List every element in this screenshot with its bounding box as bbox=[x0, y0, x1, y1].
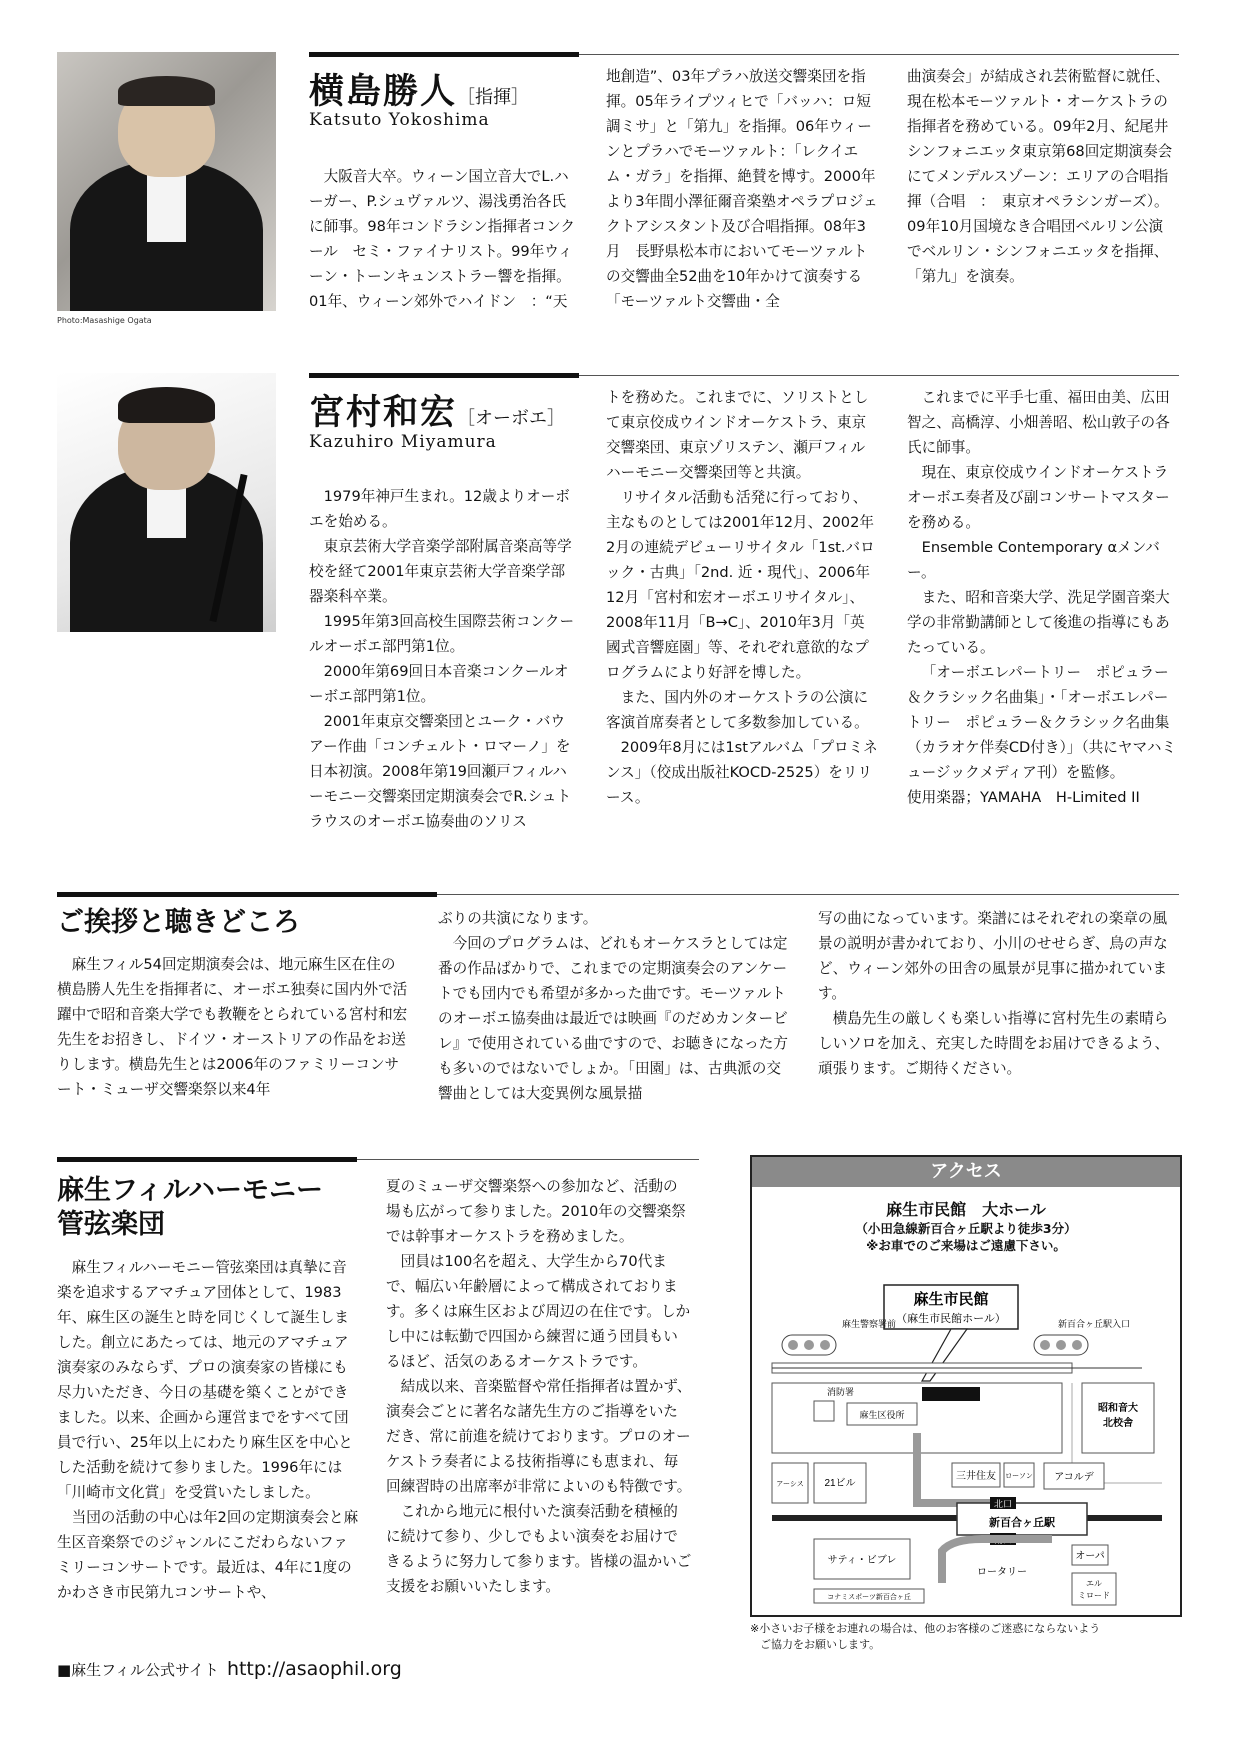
profile2-col1-p: 1995年第3回高校生国際芸術コンクールオーボエ部門第1位。 bbox=[309, 613, 575, 655]
label-fire: 消防署 bbox=[827, 1387, 855, 1397]
label-acorde: アコルデ bbox=[1054, 1472, 1094, 1483]
profile1-col1-p: 大阪音大卒。ウィーン国立音大でL.ハーガー、P.シュヴァルツ、湯浅勇治各氏に師事。98年コンドラシン指揮者コンクール セミ・ファイナリスト。99年ウィーン・トーンキュンストラー響を指揮。01年、ウィーン郊外でハイドン ：“天 bbox=[309, 168, 576, 310]
access-header: アクセス bbox=[752, 1157, 1180, 1187]
access-box bbox=[750, 1155, 1182, 1617]
orchestra-rule bbox=[57, 1157, 357, 1162]
orchestra-col2-p: 団員は100名を超え、大学生から70代まで、幅広い年齢層によって構成されております。多くは麻生区および周辺の在住です。しかし中には転勤で四国から練習に通う団員もいるほど、活気のあるオーケストラです。 bbox=[386, 1253, 691, 1370]
orchestra-title-line1: 麻生フィルハーモニー bbox=[57, 1175, 323, 1206]
access-footnote bbox=[750, 1621, 1190, 1653]
access-footnote-line1: ※小さいお子様をお連れの場合は、他のお客様のご迷惑にならないよう bbox=[750, 1622, 1101, 1635]
label-konami: コナミスポーツ新百合ヶ丘 bbox=[827, 1594, 911, 1601]
profile2-col2-p: リサイタル活動も活発に行っており、主なものとしては2001年12月、2002年2月の連続デビューリサイタル「1st.バロック・古典」「2nd. 近・現代」、2006年12月「宮村和宏オーボエリサイタル」、2008年11月「B→C」、2010年3月「英國式音響庭園」等、それぞれ意欲的なプログラムにより好評を博した。 bbox=[606, 489, 875, 681]
orchestra-col2-p: 夏のミューザ交響楽祭への参加など、活動の場も広がって参りました。2010年の交響楽祭では幹事オーケストラを務めました。 bbox=[386, 1178, 686, 1245]
greeting-col2-p: 今回のプログラムは、どれもオーケスラとしては定番の作品ばかりで、これまでの定期演奏会のアンケートでも団内でも希望が多かった曲です。モーツァルトのオーボエ協奏曲は最近では映画『のだめカンタービレ』で使用されている曲ですので、お聴きになった方も多いのではないでしょか。「田園」は、古典派の交響曲としては大変異例な風景描 bbox=[438, 935, 788, 1102]
profile2-col3-p: 「オーボエレパートリー ポピュラー＆クラシック名曲集」・「オーボエレパートリー ポピュラー＆クラシック名曲集（カラオケ伴奏CD付き）」（共にヤマハミュージックメディア刊）を監修。 bbox=[907, 664, 1177, 781]
profile1-col3 bbox=[907, 64, 1177, 289]
profile1-col2 bbox=[606, 64, 878, 314]
venue-building bbox=[922, 1387, 980, 1401]
label-showa2: 北校舎 bbox=[1103, 1418, 1133, 1429]
label-mitsui: 三井住友 bbox=[956, 1471, 996, 1482]
profile2-col1-p: 2000年第69回日本音楽コンクールオーボエ部門第1位。 bbox=[309, 663, 569, 705]
label-station: 新百合ヶ丘駅 bbox=[989, 1517, 1055, 1529]
orchestra-title-line2: 管弦楽団 bbox=[57, 1209, 165, 1240]
conductor-name-en: Katsuto Yokoshima bbox=[309, 110, 490, 130]
parking-note: ※お車でのご来場はご遠慮下さい。 bbox=[866, 1238, 1066, 1253]
profile1-name bbox=[309, 64, 529, 114]
oboist-instrument: 使用楽器；YAMAHA H-Limited II bbox=[907, 789, 1140, 806]
label-rotary: ロータリー bbox=[977, 1567, 1027, 1578]
profile2-col3-p: Ensemble Contemporary αメンバー。 bbox=[907, 539, 1160, 581]
profile2-col2-p: 2009年8月には1stアルバム「プロミネンス」（佼成出版社KOCD-2525）をリリース。 bbox=[606, 739, 878, 806]
label-police: 麻生警察署前 bbox=[842, 1319, 897, 1329]
conductor-name-jp: 横島勝人 bbox=[309, 71, 458, 112]
greeting-rule bbox=[57, 892, 437, 897]
greeting-col3-p: 横島先生の厳しくも楽しい指導に宮村先生の素晴らしいソロを加え、充実した時間をお届けできるよう、頑張ります。ご期待ください。 bbox=[818, 1010, 1170, 1077]
profile1-col1 bbox=[309, 164, 579, 314]
profile2-col3-p: また、昭和音楽大学、洗足学園音楽大学の非常勤講師として後進の指導にもあたっている。 bbox=[907, 589, 1170, 656]
profile2-col1-p: 1979年神戸生まれ。12歳よりオーボエを始める。 bbox=[309, 488, 570, 530]
greeting-col1 bbox=[57, 952, 409, 1102]
venue-directions: （小田急線新百合ヶ丘駅より徒歩3分） bbox=[855, 1221, 1077, 1236]
greeting-col1-p: 麻生フィル54回定期演奏会は、地元麻生区在住の横島勝人先生を指揮者に、オーボエ独奏に国内外で活躍中で昭和音楽大学でも教鞭をとられている宮村和宏先生をお招きし、ドイツ・オーストリアの作品をお送りします。横島先生とは2006年のファミリーコンサート・ミューザ交響楽祭以来4年 bbox=[57, 956, 408, 1098]
profile2-name bbox=[309, 385, 565, 435]
profile1-rule-thin bbox=[579, 54, 1179, 55]
access-map bbox=[752, 1283, 1180, 1613]
venue-name: 麻生市民館 大ホール bbox=[886, 1200, 1046, 1219]
profile2-col1 bbox=[309, 484, 579, 834]
profile2-col2-p: トを務めた。これまでに、ソリストとして東京佼成ウインドオーケストラ、東京交響楽団、東京ゾリステン、瀬戸フィルハーモニー交響楽団等と共演。 bbox=[606, 389, 869, 481]
orchestra-title bbox=[57, 1174, 323, 1242]
profile2-col3-p: これまでに平手七重、福田由美、広田智之、高橋淳、小畑善昭、松山敦子の各氏に師事。 bbox=[907, 389, 1170, 456]
label-ars: アーシス bbox=[776, 1481, 804, 1488]
label-saty: サティ・ビブレ bbox=[827, 1555, 897, 1566]
conductor-photo bbox=[57, 52, 276, 311]
oboist-role: ［オーボエ］ bbox=[457, 408, 566, 429]
oboist-name-jp: 宮村和宏 bbox=[309, 392, 458, 433]
greeting-col3 bbox=[818, 906, 1178, 1081]
profile1-rule bbox=[309, 52, 579, 57]
official-site-label: ■麻生フィル公式サイト bbox=[57, 1661, 219, 1679]
label-showa: 昭和音大 bbox=[1098, 1403, 1138, 1414]
photo-credit: Photo:Masashige Ogata bbox=[57, 316, 152, 325]
venue-callout-sub: （麻生市民館ホール） bbox=[896, 1313, 1006, 1325]
label-opa: オーパ bbox=[1075, 1551, 1105, 1562]
profile2-col1-p: 2001年東京交響楽団とユーク・バウアー作曲「コンチェルト・ロマーノ」を日本初演。2008年第19回瀬戸フィルハーモニー交響楽団定期演奏会でR.シュトラウスのオーボエ協奏曲のソリス bbox=[309, 713, 572, 830]
venue-callout-title: 麻生市民館 bbox=[913, 1291, 989, 1308]
profile2-col2-p: また、国内外のオーケストラの公演に客演首席奏者として多数参加している。 bbox=[606, 689, 869, 731]
orchestra-col2 bbox=[386, 1174, 692, 1599]
greeting-rule-thin bbox=[437, 894, 1179, 895]
greeting-title: ご挨拶と聴きどころ bbox=[57, 907, 300, 938]
profile1-col3-p: 曲演奏会」が結成され芸術監督に就任、現在松本モーツァルト・オーケストラの指揮者を務めている。09年2月、紀尾井シンフォニエッタ東京第68回定期演奏会にてメンデルスゾーン：エリアの合唱指揮（合唱 ： 東京オペラシンガーズ）。09年10月国境なき合唱団ベルリン公演でベルリン・シンフォニエッタを指揮、「第九」を演奏。 bbox=[907, 68, 1173, 285]
orchestra-col1-p: 麻生フィルハーモニー管弦楽団は真摯に音楽を追求するアマチュア団体として、1983年、麻生区の誕生と時を同じくして誕生しました。創立にあたっては、地元のアマチュア演奏家のみならず、プロの演奏家の皆様にも尽力いただき、今日の基礎を築くことができました。以来、企画から運営までをすべて団員で行い、25年以上にわたり麻生区を中心とした活動を続けて参りました。1996年には「川崎市文化賞」を受賞いたしました。 bbox=[57, 1259, 353, 1501]
oboist-photo bbox=[57, 373, 276, 632]
profile1-col2-p: 地創造”、03年プラハ放送交響楽団を指揮。05年ライプツィヒで「バッハ：ロ短調ミサ」と「第九」を指揮。06年ウィーンとプラハでモーツァルト：「レクイエム・ガラ」を指揮、絶賛を博す。2000年より3年間小澤征爾音楽塾オペラプロジェクトアシスタント及び合唱指揮。08年3月 長野県松本市においてモーツァルトの交響曲全52曲を10年かけて演奏する「モーツァルト交響曲・全 bbox=[606, 68, 878, 310]
label-north-exit: 北口 bbox=[993, 1499, 1013, 1509]
official-site bbox=[57, 1658, 402, 1680]
greeting-col3-p: 写の曲になっています。楽譜にはそれぞれの楽章の風景の説明が書かれており、小川のせせらぎ、鳥の声など、ウィーン郊外の田舎の風景が見事に描かれています。 bbox=[818, 910, 1168, 1002]
orchestra-col1-p: 当団の活動の中心は年2回の定期演奏会と麻生区音楽祭でのジャンルにこだわらないファミリーコンサートです。最近は、4年に1度のかわさき市民第九コンサートや、 bbox=[57, 1509, 359, 1601]
profile2-rule-thin bbox=[579, 375, 1179, 376]
orchestra-col1 bbox=[57, 1255, 361, 1605]
label-station-entrance: 新百合ヶ丘駅入口 bbox=[1058, 1319, 1131, 1329]
label-lawson: ローソン bbox=[1005, 1473, 1033, 1480]
profile2-col2 bbox=[606, 385, 878, 810]
oboist-name-en: Kazuhiro Miyamura bbox=[309, 432, 497, 452]
label-ward-office: 麻生区役所 bbox=[859, 1410, 905, 1420]
label-elmiroad1: エル bbox=[1086, 1579, 1102, 1588]
orchestra-rule-thin bbox=[357, 1159, 699, 1160]
label-elmiroad2: ミロード bbox=[1078, 1591, 1110, 1600]
profile2-rule bbox=[309, 373, 579, 378]
profile2-col3-p: 現在、東京佼成ウインドオーケストラオーボエ奏者及び副コンサートマスターを務める。 bbox=[907, 464, 1170, 531]
orchestra-col2-p: これから地元に根付いた演奏活動を積極的に続けて参り、少しでもよい演奏をお届けできるように努力して参ります。皆様の温かいご支援をお願いいたします。 bbox=[386, 1503, 692, 1595]
greeting-col2 bbox=[438, 906, 790, 1106]
greeting-col2-p: ぶりの共演になります。 bbox=[438, 910, 598, 927]
official-site-link[interactable]: http://asaophil.org bbox=[226, 1658, 402, 1680]
orchestra-col2-p: 結成以来、音楽監督や常任指揮者は置かず、演奏会ごとに著名な諸先生方のご指導をいただき、常に前進を続けております。プロのオーケストラ奏者による技術指導にも恵まれ、毎回練習時の出席率が非常によいのも特徴です。 bbox=[386, 1378, 692, 1495]
label-21bldg: 21ビル bbox=[824, 1478, 856, 1489]
access-footnote-line2: ご協力をお願いします。 bbox=[760, 1638, 881, 1651]
label-south-exit: 南口 bbox=[993, 1535, 1013, 1545]
conductor-role: ［指揮］ bbox=[457, 87, 530, 108]
profile2-col1-p: 東京芸術大学音楽学部附属音楽高等学校を経て2001年東京芸術大学音楽学部器楽科卒業。 bbox=[309, 538, 572, 605]
profile2-col3 bbox=[907, 385, 1177, 810]
